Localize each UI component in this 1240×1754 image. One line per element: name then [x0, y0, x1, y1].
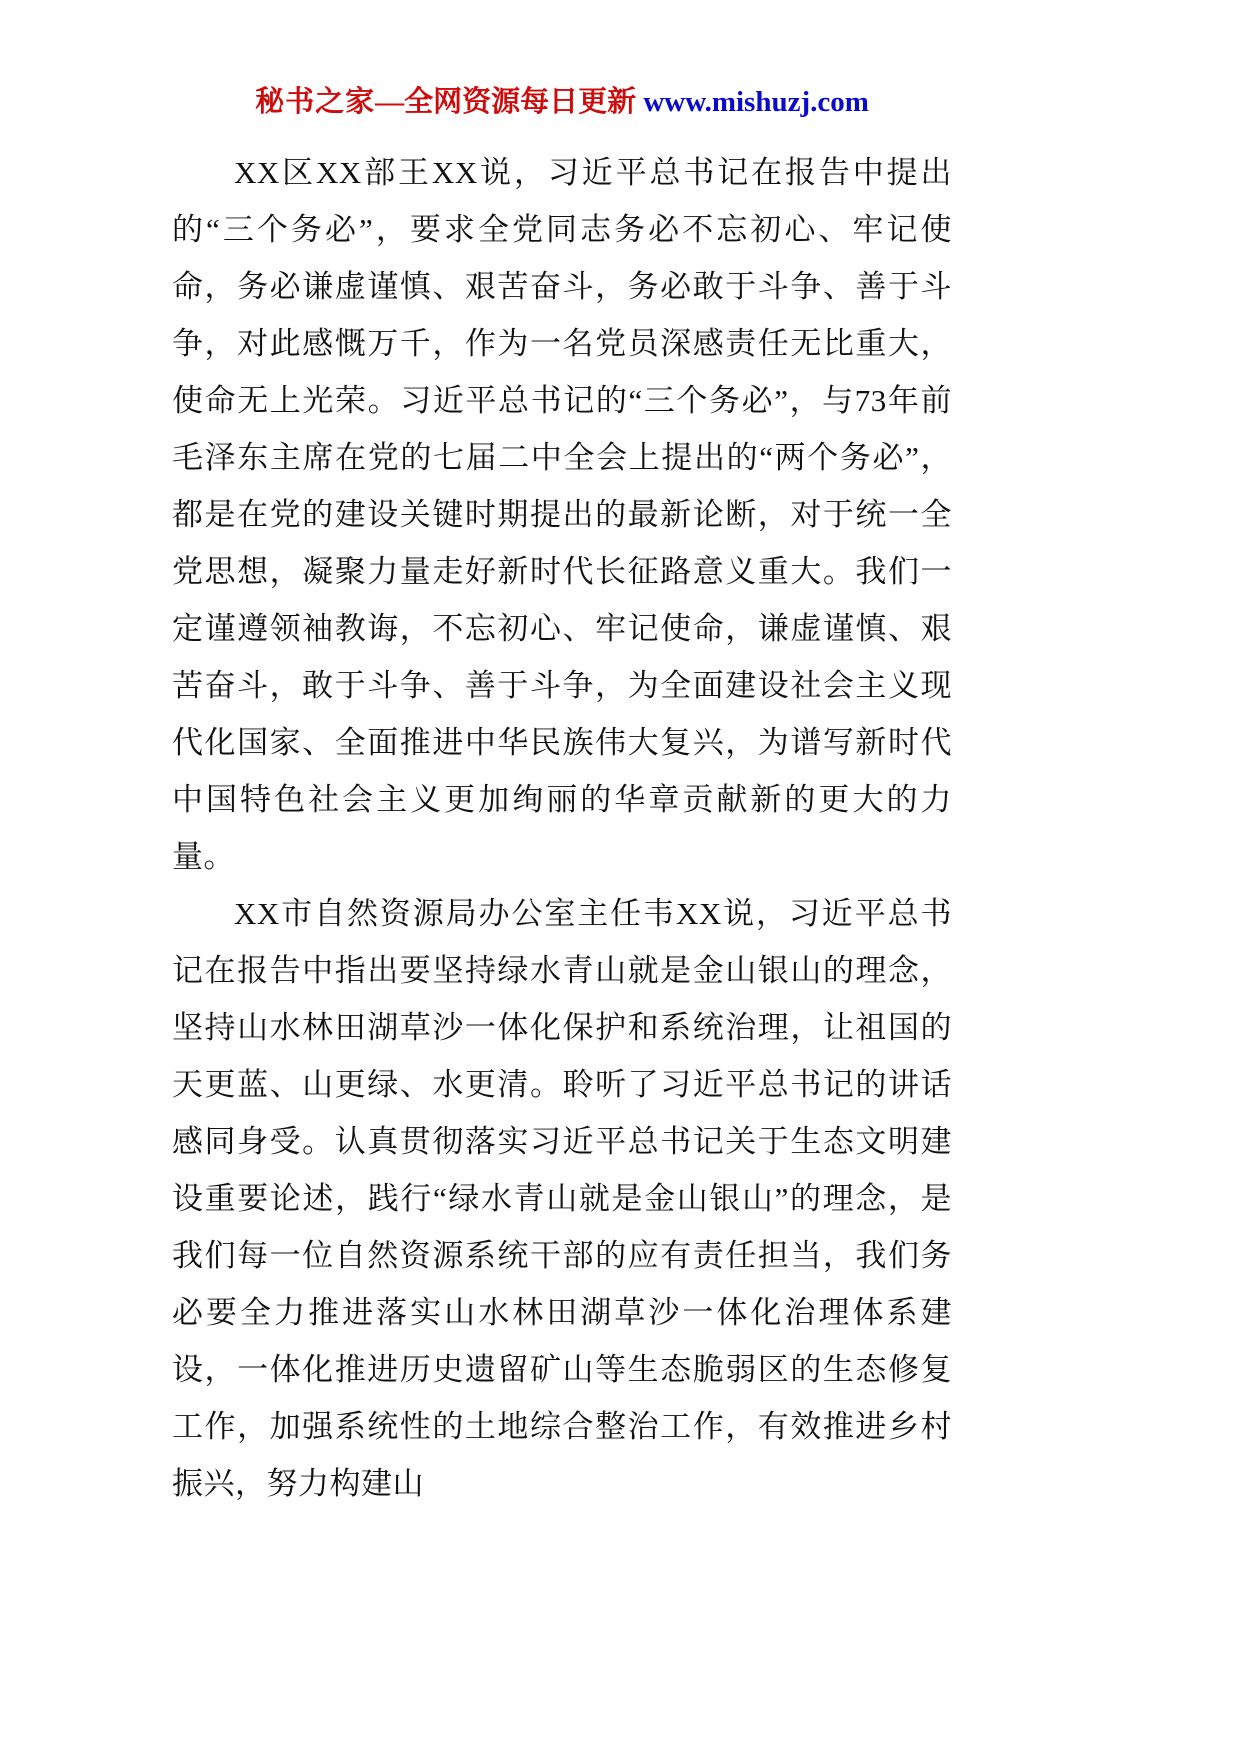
site-url-link[interactable]: www.mishuzj.com: [643, 86, 869, 118]
site-tagline: —全网资源每日更新: [375, 86, 644, 118]
paragraph-1: XX区XX部王XX说，习近平总书记在报告中提出的“三个务必”，要求全党同志务必不忘初心、牢记使命，务必谦虚谨慎、艰苦奋斗，务必敢于斗争、善于斗争，对此感慨万千，作为一名党员深感责任无比重大，使命无上光荣。习近平总书记的“三个务必”，与73年前毛泽东主席在党的七届二中全会上提出的“两个务必”，都是在党的建设关键时期提出的最新论断，对于统一全党思想，凝聚力量走好新时代长征路意义重大。我们一定谨遵领袖教诲，不忘初心、牢记使命，谦虚谨慎、艰苦奋斗，敢于斗争、善于斗争，为全面建设社会主义现代化国家、全面推进中华民族伟大复兴，为谱写新时代中国特色社会主义更加绚丽的华章贡献新的更大的力量。: [172, 155, 952, 874]
document-body: [172, 144, 952, 1512]
paragraph-2: XX市自然资源局办公室主任韦XX说，习近平总书记在报告中指出要坚持绿水青山就是金山银山的理念，坚持山水林田湖草沙一体化保护和系统治理，让祖国的天更蓝、山更绿、水更清。聆听了习近平总书记的讲话感同身受。认真贯彻落实习近平总书记关于生态文明建设重要论述，践行“绿水青山就是金山银山”的理念，是我们每一位自然资源系统干部的应有责任担当，我们务必要全力推进落实山水林田湖草沙一体化治理体系建设，一体化推进历史遗留矿山等生态脆弱区的生态修复工作，加强系统性的土地综合整治工作，有效推进乡村振兴，努力构建山: [172, 896, 952, 1501]
site-header: [172, 82, 952, 122]
site-name: 秘书之家: [255, 86, 376, 118]
